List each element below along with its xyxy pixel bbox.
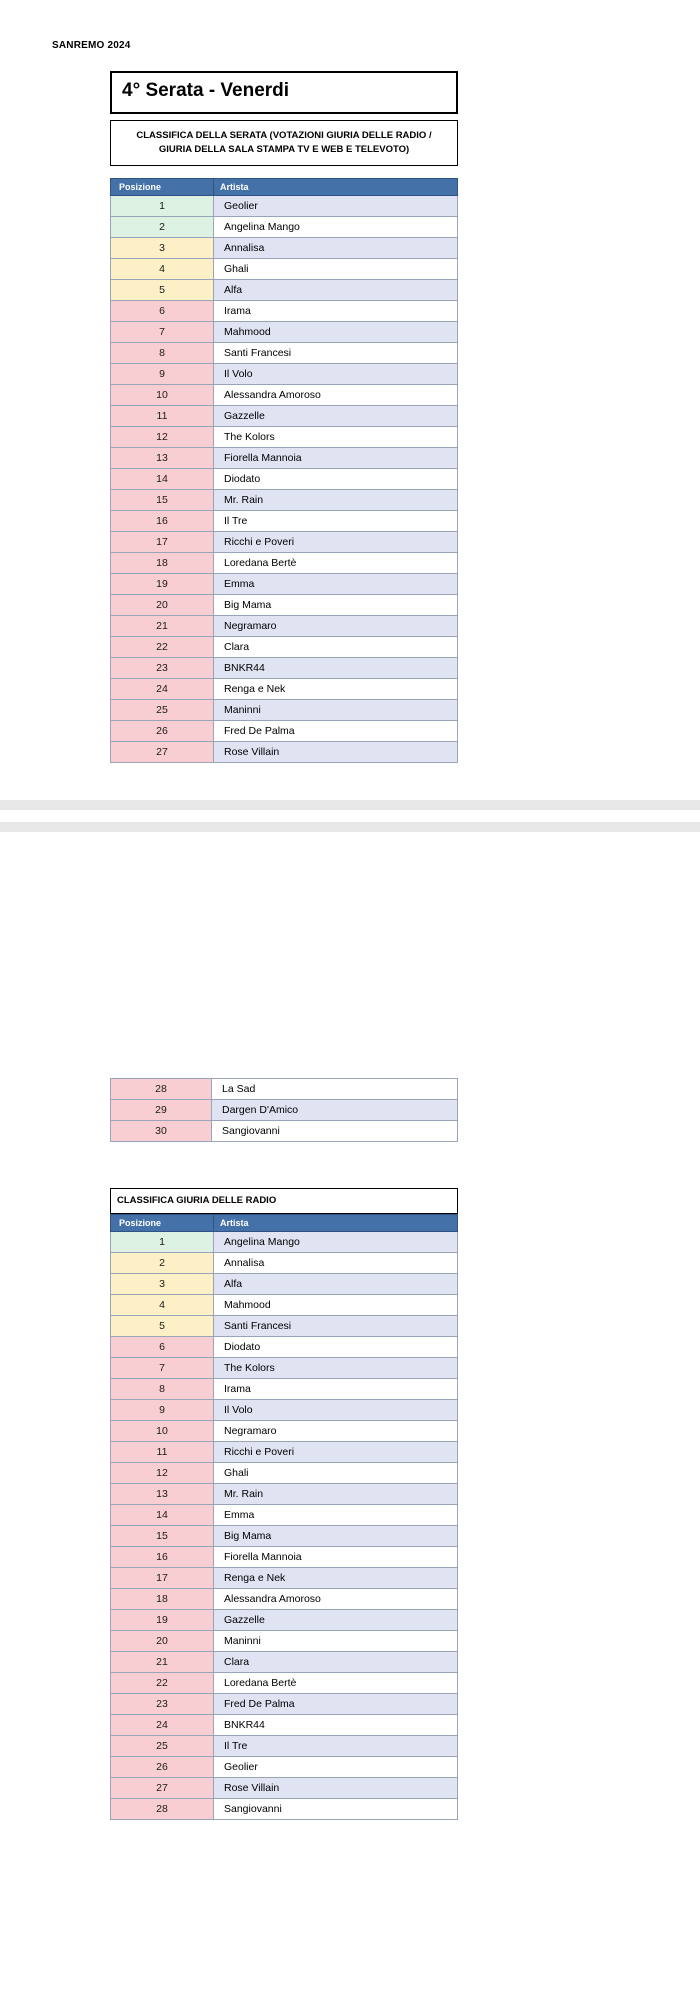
cell-artista: Dargen D'Amico — [212, 1100, 458, 1121]
cell-artista: Emma — [214, 574, 458, 595]
cell-artista: Santi Francesi — [214, 1316, 458, 1337]
section1-continued-wrapper — [110, 1078, 458, 1142]
table-row — [111, 721, 458, 742]
cell-posizione: 18 — [111, 1589, 214, 1610]
table-row — [111, 343, 458, 364]
table-row — [111, 679, 458, 700]
cell-artista: Ricchi e Poveri — [214, 1442, 458, 1463]
cell-artista: Maninni — [214, 1631, 458, 1652]
column-header-artista: Artista — [214, 1215, 458, 1232]
cell-artista: Santi Francesi — [214, 343, 458, 364]
cell-artista: Geolier — [214, 1757, 458, 1778]
cell-posizione: 22 — [111, 1673, 214, 1694]
table-body-continued — [111, 1079, 458, 1142]
cell-posizione: 8 — [111, 1379, 214, 1400]
cell-posizione: 9 — [111, 364, 214, 385]
table-row — [111, 301, 458, 322]
cell-posizione: 19 — [111, 574, 214, 595]
cell-artista: Mr. Rain — [214, 490, 458, 511]
cell-posizione: 12 — [111, 1463, 214, 1484]
table-row — [111, 1232, 458, 1253]
table-row — [111, 1121, 458, 1142]
cell-artista: Loredana Bertè — [214, 553, 458, 574]
table-row — [111, 1337, 458, 1358]
cell-posizione: 15 — [111, 490, 214, 511]
table-row — [111, 532, 458, 553]
table-row — [111, 700, 458, 721]
cell-artista: Annalisa — [214, 1253, 458, 1274]
table-row — [111, 1463, 458, 1484]
cell-posizione: 30 — [111, 1121, 212, 1142]
cell-artista: Negramaro — [214, 1421, 458, 1442]
cell-artista: Loredana Bertè — [214, 1673, 458, 1694]
cell-artista: Diodato — [214, 469, 458, 490]
cell-posizione: 13 — [111, 448, 214, 469]
table-row — [111, 385, 458, 406]
table-row — [111, 1694, 458, 1715]
table-row — [111, 427, 458, 448]
column-header-posizione: Posizione — [111, 1215, 214, 1232]
cell-artista: Ricchi e Poveri — [214, 532, 458, 553]
cell-artista: Alfa — [214, 280, 458, 301]
cell-posizione: 28 — [111, 1079, 212, 1100]
cell-posizione: 9 — [111, 1400, 214, 1421]
cell-posizione: 27 — [111, 1778, 214, 1799]
page-separator-top — [0, 800, 700, 810]
column-header-artista: Artista — [214, 179, 458, 196]
table-row — [111, 1799, 458, 1820]
table-row — [111, 1778, 458, 1799]
table-row — [111, 1736, 458, 1757]
cell-artista: Annalisa — [214, 238, 458, 259]
cell-posizione: 12 — [111, 427, 214, 448]
cell-posizione: 17 — [111, 532, 214, 553]
table-row — [111, 1253, 458, 1274]
cell-artista: Angelina Mango — [214, 217, 458, 238]
cell-artista: Big Mama — [214, 595, 458, 616]
cell-artista: Il Tre — [214, 511, 458, 532]
cell-posizione: 21 — [111, 616, 214, 637]
cell-artista: Sangiovanni — [214, 1799, 458, 1820]
table-row — [111, 1421, 458, 1442]
table-row — [111, 1295, 458, 1316]
cell-artista: Ghali — [214, 1463, 458, 1484]
cell-artista: Irama — [214, 301, 458, 322]
table-row — [111, 1673, 458, 1694]
cell-posizione: 24 — [111, 679, 214, 700]
section2-table-wrapper — [110, 1214, 458, 1820]
cell-posizione: 18 — [111, 553, 214, 574]
cell-artista: Diodato — [214, 1337, 458, 1358]
cell-artista: Fred De Palma — [214, 1694, 458, 1715]
cell-posizione: 25 — [111, 700, 214, 721]
cell-posizione: 1 — [111, 1232, 214, 1253]
table-row — [111, 238, 458, 259]
cell-artista: Fiorella Mannoia — [214, 448, 458, 469]
cell-posizione: 7 — [111, 322, 214, 343]
cell-artista: Clara — [214, 637, 458, 658]
table-row — [111, 280, 458, 301]
section1-caption: CLASSIFICA DELLA SERATA (VOTAZIONI GIURIA DELLE RADIO / GIURIA DELLA SALA STAMPA TV E WEB E TELEVOTO) — [110, 120, 458, 166]
cell-posizione: 2 — [111, 1253, 214, 1274]
cell-posizione: 29 — [111, 1100, 212, 1121]
cell-artista: Geolier — [214, 196, 458, 217]
cell-posizione: 28 — [111, 1799, 214, 1820]
cell-posizione: 23 — [111, 1694, 214, 1715]
cell-posizione: 1 — [111, 196, 214, 217]
section1-table-wrapper — [110, 178, 458, 763]
cell-artista: Il Tre — [214, 1736, 458, 1757]
table-row — [111, 448, 458, 469]
table-row — [111, 1631, 458, 1652]
cell-posizione: 16 — [111, 1547, 214, 1568]
table-row — [111, 1079, 458, 1100]
table-header-row — [111, 1215, 458, 1232]
table-row — [111, 1400, 458, 1421]
cell-artista: Clara — [214, 1652, 458, 1673]
cell-posizione: 20 — [111, 595, 214, 616]
cell-posizione: 27 — [111, 742, 214, 763]
column-header-posizione: Posizione — [111, 179, 214, 196]
classifica-serata-table-continued — [110, 1078, 458, 1142]
table-row — [111, 259, 458, 280]
table-row — [111, 1505, 458, 1526]
table-row — [111, 217, 458, 238]
cell-posizione: 21 — [111, 1652, 214, 1673]
serata-title-box — [110, 71, 458, 114]
cell-posizione: 23 — [111, 658, 214, 679]
cell-posizione: 22 — [111, 637, 214, 658]
table-row — [111, 490, 458, 511]
table-row — [111, 1274, 458, 1295]
cell-posizione: 11 — [111, 406, 214, 427]
cell-posizione: 6 — [111, 1337, 214, 1358]
cell-artista: Fiorella Mannoia — [214, 1547, 458, 1568]
table-row — [111, 1547, 458, 1568]
cell-artista: Angelina Mango — [214, 1232, 458, 1253]
table-row — [111, 553, 458, 574]
table-row — [111, 637, 458, 658]
section2-caption: CLASSIFICA GIURIA DELLE RADIO — [110, 1188, 458, 1214]
cell-posizione: 5 — [111, 280, 214, 301]
table-row — [111, 1358, 458, 1379]
cell-artista: Renga e Nek — [214, 1568, 458, 1589]
table-row — [111, 1100, 458, 1121]
cell-artista: Emma — [214, 1505, 458, 1526]
cell-artista: Il Volo — [214, 364, 458, 385]
cell-posizione: 14 — [111, 1505, 214, 1526]
table-row — [111, 1484, 458, 1505]
page-separator-bottom — [0, 822, 700, 832]
cell-artista: La Sad — [212, 1079, 458, 1100]
cell-artista: Irama — [214, 1379, 458, 1400]
cell-posizione: 10 — [111, 385, 214, 406]
cell-posizione: 6 — [111, 301, 214, 322]
table-row — [111, 1316, 458, 1337]
cell-artista: Alfa — [214, 1274, 458, 1295]
table-row — [111, 595, 458, 616]
cell-posizione: 4 — [111, 259, 214, 280]
cell-artista: Il Volo — [214, 1400, 458, 1421]
cell-posizione: 20 — [111, 1631, 214, 1652]
cell-artista: BNKR44 — [214, 658, 458, 679]
cell-posizione: 15 — [111, 1526, 214, 1547]
cell-posizione: 3 — [111, 1274, 214, 1295]
cell-posizione: 25 — [111, 1736, 214, 1757]
cell-posizione: 3 — [111, 238, 214, 259]
table-body — [111, 1232, 458, 1820]
cell-posizione: 5 — [111, 1316, 214, 1337]
cell-posizione: 13 — [111, 1484, 214, 1505]
classifica-giuria-radio-table — [110, 1214, 458, 1820]
cell-posizione: 19 — [111, 1610, 214, 1631]
cell-artista: Maninni — [214, 700, 458, 721]
table-row — [111, 1526, 458, 1547]
table-row — [111, 658, 458, 679]
cell-artista: The Kolors — [214, 1358, 458, 1379]
cell-posizione: 4 — [111, 1295, 214, 1316]
cell-artista: Rose Villain — [214, 742, 458, 763]
table-body — [111, 196, 458, 763]
table-row — [111, 742, 458, 763]
cell-posizione: 26 — [111, 721, 214, 742]
cell-artista: Negramaro — [214, 616, 458, 637]
table-row — [111, 469, 458, 490]
cell-artista: Mahmood — [214, 1295, 458, 1316]
table-row — [111, 511, 458, 532]
classifica-serata-table — [110, 178, 458, 763]
document-label: SANREMO 2024 — [52, 40, 131, 51]
table-row — [111, 1442, 458, 1463]
cell-artista: Renga e Nek — [214, 679, 458, 700]
cell-artista: Sangiovanni — [212, 1121, 458, 1142]
table-row — [111, 364, 458, 385]
cell-posizione: 7 — [111, 1358, 214, 1379]
cell-artista: Gazzelle — [214, 406, 458, 427]
table-row — [111, 1757, 458, 1778]
cell-artista: Alessandra Amoroso — [214, 1589, 458, 1610]
cell-posizione: 26 — [111, 1757, 214, 1778]
cell-posizione: 2 — [111, 217, 214, 238]
page-title: 4° Serata - Venerdi — [122, 80, 290, 101]
cell-artista: Alessandra Amoroso — [214, 385, 458, 406]
cell-posizione: 17 — [111, 1568, 214, 1589]
table-row — [111, 1568, 458, 1589]
table-row — [111, 616, 458, 637]
cell-artista: BNKR44 — [214, 1715, 458, 1736]
cell-posizione: 24 — [111, 1715, 214, 1736]
cell-artista: Gazzelle — [214, 1610, 458, 1631]
cell-artista: Fred De Palma — [214, 721, 458, 742]
cell-artista: Ghali — [214, 259, 458, 280]
table-row — [111, 1589, 458, 1610]
cell-artista: Mahmood — [214, 322, 458, 343]
table-row — [111, 1379, 458, 1400]
table-header-row — [111, 179, 458, 196]
cell-posizione: 16 — [111, 511, 214, 532]
cell-artista: Rose Villain — [214, 1778, 458, 1799]
table-row — [111, 406, 458, 427]
table-row — [111, 196, 458, 217]
cell-artista: The Kolors — [214, 427, 458, 448]
cell-posizione: 14 — [111, 469, 214, 490]
table-row — [111, 1652, 458, 1673]
cell-artista: Big Mama — [214, 1526, 458, 1547]
table-row — [111, 1715, 458, 1736]
cell-posizione: 8 — [111, 343, 214, 364]
table-row — [111, 322, 458, 343]
table-row — [111, 574, 458, 595]
table-row — [111, 1610, 458, 1631]
cell-posizione: 10 — [111, 1421, 214, 1442]
cell-posizione: 11 — [111, 1442, 214, 1463]
cell-artista: Mr. Rain — [214, 1484, 458, 1505]
